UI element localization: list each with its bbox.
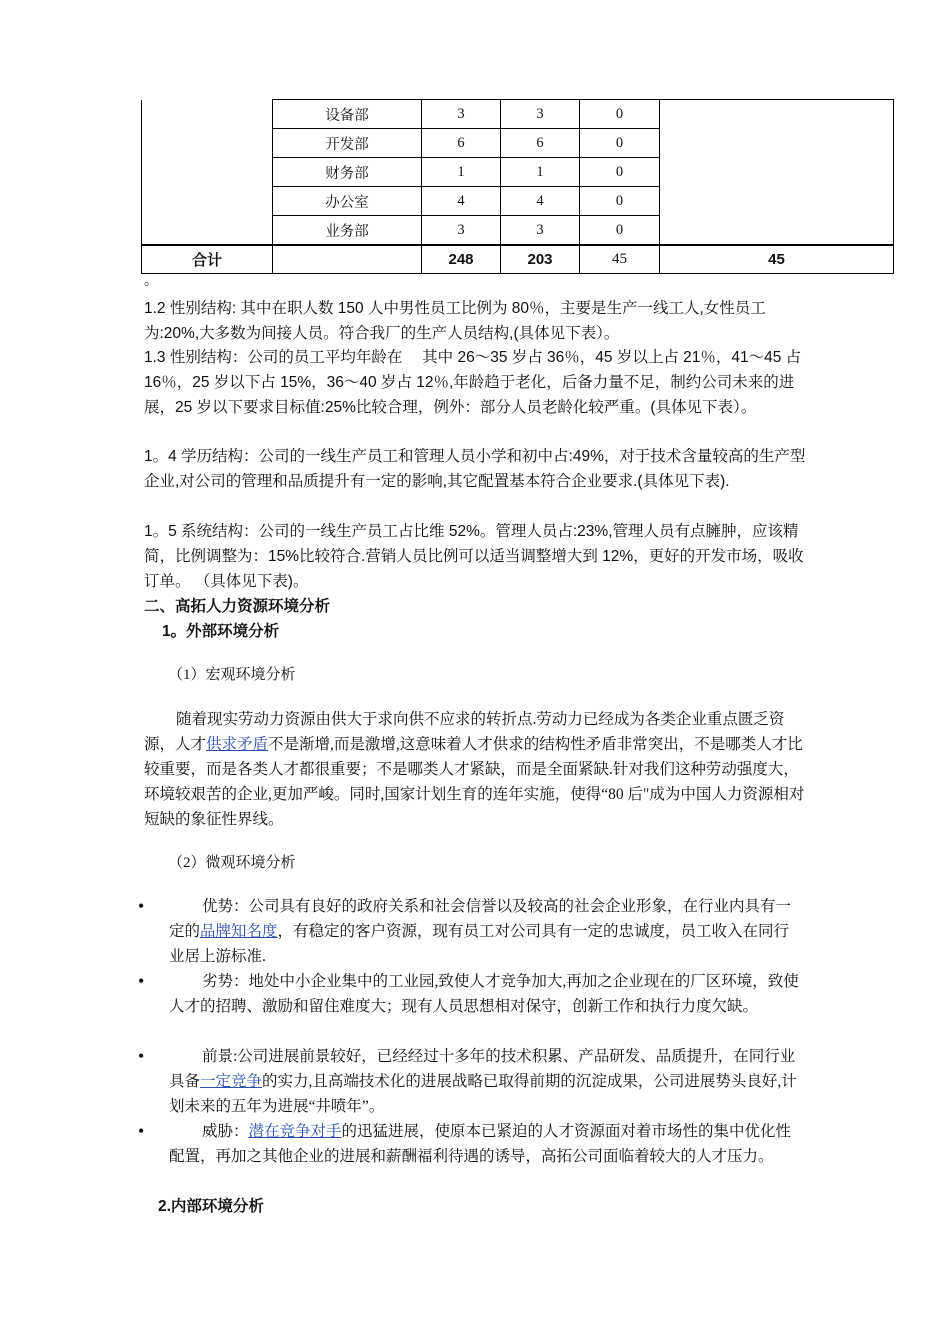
staff-table	[141, 99, 894, 274]
bullet-icon: •	[138, 896, 145, 916]
female-cell: 0	[580, 129, 660, 158]
bullet-text: 优势：公司具有良好的政府关系和社会信誉以及较高的社会企业形象，在行业内具有一定的品牌知名度，有稳定的客户资源，现有员工对公司具有一定的忠诚度，员工收入在同行业居上游标准.	[169, 898, 792, 965]
remark-cell	[660, 100, 894, 246]
list-item	[138, 894, 804, 969]
female-cell: 0	[580, 187, 660, 216]
dept-cell: 业务部	[273, 216, 422, 246]
total-male-cell: 203	[501, 245, 580, 274]
list-item	[138, 1044, 804, 1119]
total-total-cell: 248	[422, 245, 501, 274]
list-item	[138, 1119, 804, 1194]
macro-paragraph	[144, 707, 809, 832]
dept-cell: 财务部	[273, 158, 422, 187]
macro-heading: （1）宏观环境分析	[168, 667, 296, 683]
swot-list	[138, 894, 804, 1194]
male-cell: 1	[501, 158, 580, 187]
total-label-cell: 合计	[142, 245, 273, 274]
competitor-link[interactable]: 潜在竞争对手	[248, 1123, 342, 1140]
stray-mark: 。	[144, 274, 158, 289]
table-blank-cell	[142, 100, 273, 246]
internal-env-heading: 2.内部环境分析	[158, 1198, 264, 1215]
competition-link[interactable]: 一定竞争	[200, 1073, 263, 1090]
bullet-icon: •	[138, 971, 145, 991]
table-total-row	[142, 245, 894, 274]
sec-1-5-paragraph: 1。5 系统结构：公司的一线生产员工占比维 52%。管理人员占:23%,管理人员有点臃肿，应该精简，比例调整为：15%比较符合.营销人员比例可以适当调整增大到 12%，更好的开发市场，吸收订单。 （具体见下表)。	[144, 523, 804, 590]
female-cell: 0	[580, 100, 660, 129]
dept-cell: 办公室	[273, 187, 422, 216]
male-cell: 6	[501, 129, 580, 158]
dept-cell: 设备部	[273, 100, 422, 129]
micro-heading: （2）微观环境分析	[168, 855, 296, 871]
total-cell: 3	[422, 100, 501, 129]
section-2-heading: 二、高拓人力资源环境分析	[144, 598, 331, 615]
bullet-icon: •	[138, 1046, 145, 1066]
sec-1-3-paragraph: 1.3 性别结构：公司的员工平均年龄在 其中 26～35 岁占 36％，45 岁以上占 21％，41～45 占 16％，25 岁以下占 15%，36～40 岁占 12％,年龄趋于老化，后备力量不足，制约公司未来的进展，25 岁以下要求目标值:25%比较合理，例外：部分人员老龄化较严重。(具体见下表）。	[144, 349, 802, 416]
total-cell: 1	[422, 158, 501, 187]
bullet-text: 前景:公司进展前景较好，已经经过十多年的技术积累、产品研发、品质提升，在同行业具备一定竞争的实力,且高端技术化的进展战略已取得前期的沉淀成果，公司进展势头良好,计划未来的五年为进展“井喷年”。	[169, 1048, 797, 1115]
total-cell: 4	[422, 187, 501, 216]
total-cell: 6	[422, 129, 501, 158]
total-remark-cell: 45	[660, 245, 894, 274]
sec-1-2-paragraph: 1.2 性别结构: 其中在职人数 150 人中男性员工比例为 80％，主要是生产一线工人,女性员工为:20%,大多数为间接人员。符合我厂的生产人员结构,(具体见下表）。	[144, 300, 766, 342]
bullet-text: 劣势：地处中小企业集中的工业园,致使人才竞争加大,再加之企业现在的厂区环境，致使人才的招聘、激励和留住难度大；现有人员思想相对保守，创新工作和执行力度欠缺。	[169, 973, 799, 1015]
supply-demand-link[interactable]: 供求矛盾	[206, 736, 269, 753]
male-cell: 3	[501, 100, 580, 129]
total-cell: 3	[422, 216, 501, 246]
brand-link[interactable]: 品牌知名度	[200, 923, 278, 940]
external-env-heading: 1。外部环境分析	[162, 623, 280, 640]
male-cell: 4	[501, 187, 580, 216]
table-row	[142, 100, 894, 129]
dept-cell: 开发部	[273, 129, 422, 158]
female-cell: 0	[580, 216, 660, 246]
list-item	[138, 969, 804, 1044]
macro-text-after: 不是渐增,而是激增,这意味着人才供求的结构性矛盾非常突出，不是哪类人才比较重要，而是各类人才都很重要；不是哪类人才紧缺，而是全面紧缺.针对我们这种劳动强度大，环境较艰苦的企业,更加严峻。同时,国家计划生育的连年实施，使得“80 后"成为中国人力资源相对短缺的象征性界线。	[144, 736, 805, 828]
total-female-cell: 45	[580, 245, 660, 274]
macro-text-before: 随着现实劳动力资源由供大于求向供不应求的转折点.劳动力已经成为各类企业重点匮乏资源，人才	[144, 711, 785, 753]
total-dept-cell	[273, 245, 422, 274]
sec-1-4-paragraph: 1。4 学历结构：公司的一线生产员工和管理人员小学和初中占:49%，对于技术含量较高的生产型企业,对公司的管理和品质提升有一定的影响,其它配置基本符合企业要求.(具体见下表).	[144, 448, 806, 490]
male-cell: 3	[501, 216, 580, 246]
female-cell: 0	[580, 158, 660, 187]
bullet-text: 威胁：潜在竞争对手的迅猛进展，使原本已紧迫的人才资源面对着市场性的集中优化性配置，再加之其他企业的进展和薪酬福利待遇的诱导，高拓公司面临着较大的人才压力。	[169, 1123, 792, 1165]
bullet-icon: •	[138, 1121, 145, 1141]
